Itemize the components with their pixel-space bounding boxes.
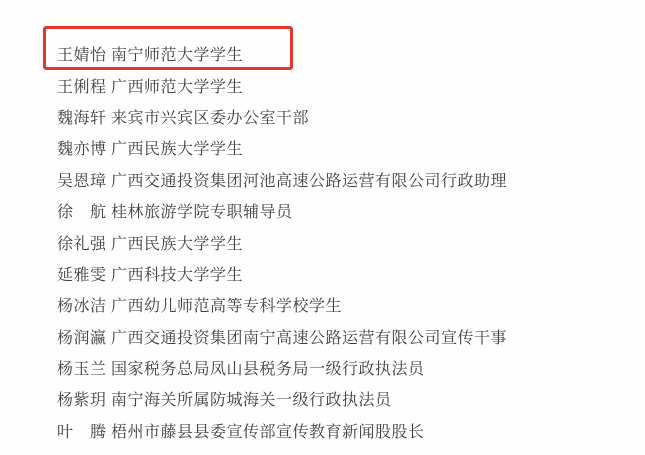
list-item (57, 101, 635, 132)
person-affiliation: 南宁海关所属防城海关一级行政执法员 (111, 392, 392, 410)
person-affiliation: 国家税务总局凤山县税务局一级行政执法员 (111, 361, 425, 379)
person-name: 吴恩璋 (57, 172, 107, 190)
person-name: 魏海轩 (57, 109, 107, 127)
name-roster-list (57, 38, 635, 446)
person-affiliation: 广西师范大学学生 (111, 78, 244, 96)
list-item (57, 415, 635, 446)
person-affiliation: 广西民族大学学生 (111, 235, 244, 253)
person-affiliation: 广西民族大学学生 (111, 141, 244, 159)
person-name: 徐礼强 (57, 235, 107, 253)
list-item (57, 132, 635, 163)
list-item (57, 164, 635, 195)
person-affiliation: 来宾市兴宾区委办公室干部 (111, 109, 310, 127)
list-item (57, 226, 635, 257)
person-affiliation: 广西科技大学学生 (111, 266, 244, 284)
list-item (57, 289, 635, 320)
list-item (57, 69, 635, 100)
list-item (57, 383, 635, 414)
person-name: 徐 航 (57, 204, 107, 222)
person-name: 杨玉兰 (57, 361, 107, 379)
list-item (57, 321, 635, 352)
list-item (57, 38, 635, 69)
person-name: 叶 腾 (57, 423, 107, 441)
person-name: 杨润瀛 (57, 329, 107, 347)
list-item (57, 258, 635, 289)
person-name: 延雅雯 (57, 266, 107, 284)
person-affiliation: 广西交通投资集团南宁高速公路运营有限公司宣传干事 (111, 329, 508, 347)
person-affiliation: 广西幼儿师范高等专科学校学生 (111, 298, 343, 316)
person-name: 杨紫玥 (57, 392, 107, 410)
person-affiliation: 南宁师范大学学生 (111, 47, 244, 65)
person-name: 魏亦博 (57, 141, 107, 159)
list-item (57, 195, 635, 226)
person-affiliation: 梧州市藤县县委宣传部宣传教育新闻股股长 (111, 423, 425, 441)
person-affiliation: 桂林旅游学院专职辅导员 (111, 204, 293, 222)
person-name: 王俐程 (57, 78, 107, 96)
person-name: 杨冰洁 (57, 298, 107, 316)
list-item (57, 352, 635, 383)
person-affiliation: 广西交通投资集团河池高速公路运营有限公司行政助理 (111, 172, 508, 190)
person-name: 王婧怡 (57, 47, 107, 65)
